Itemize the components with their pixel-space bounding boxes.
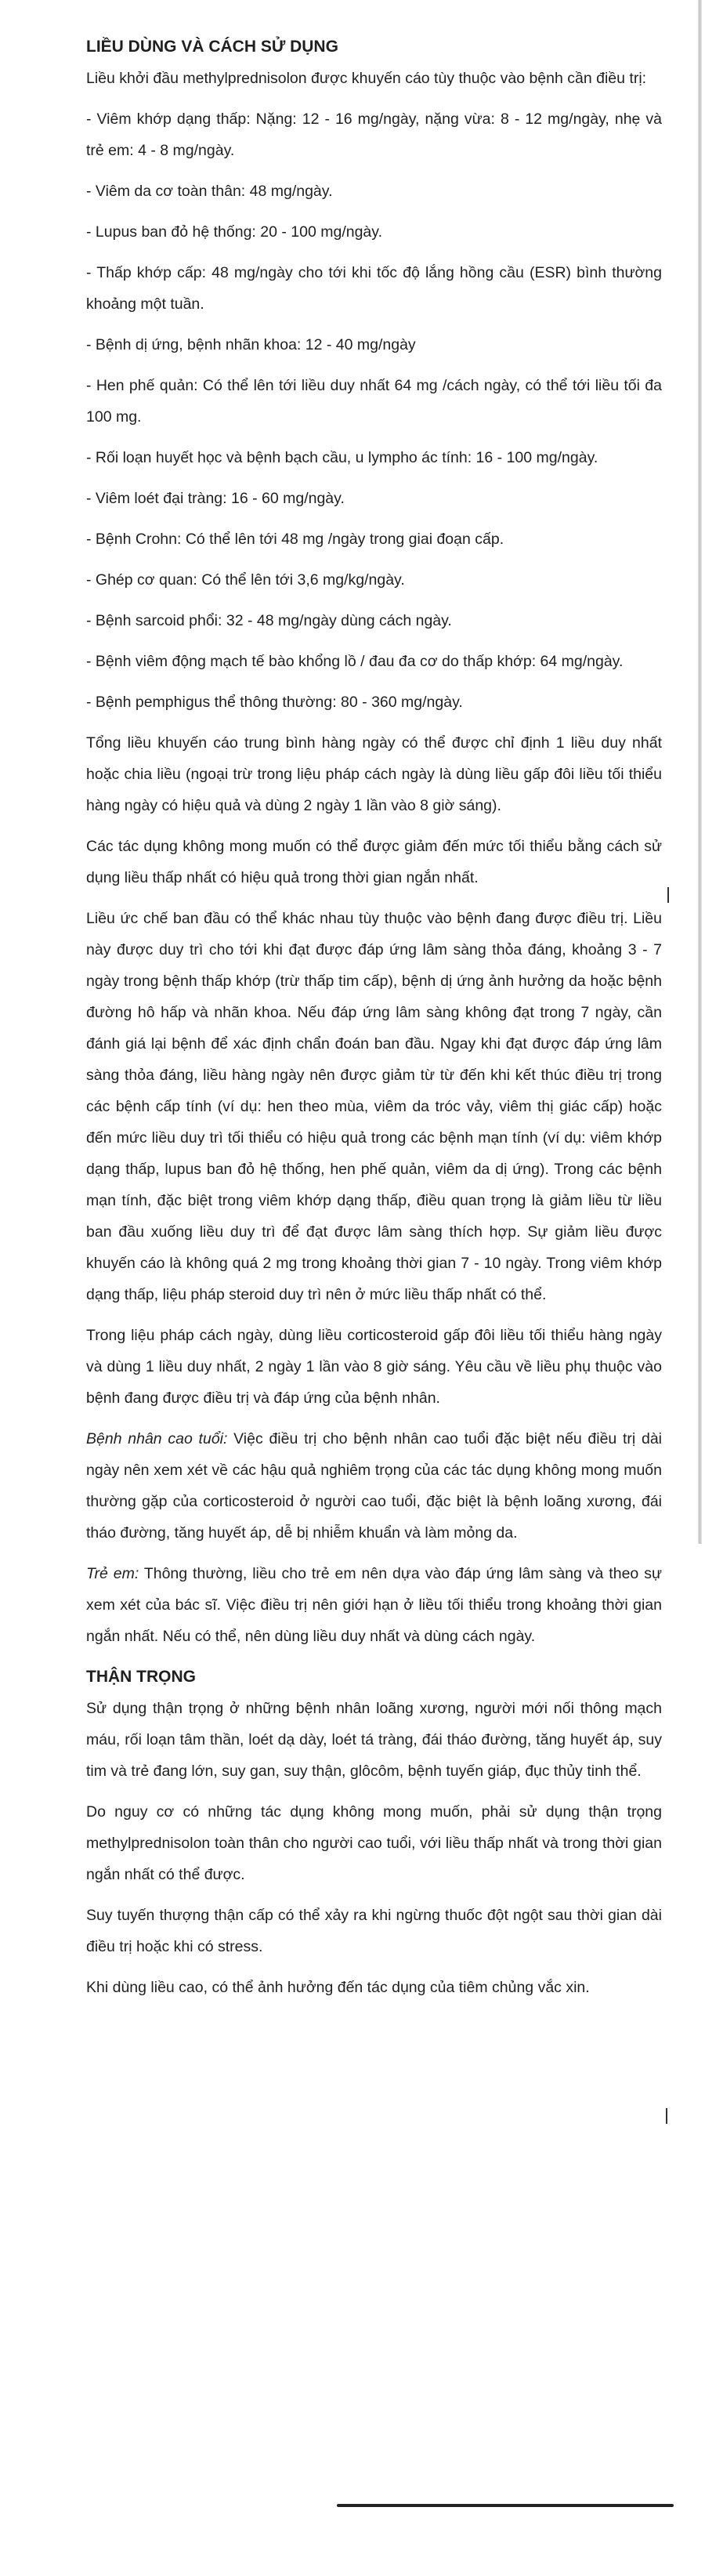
children-lead: Trẻ em: bbox=[86, 1565, 139, 1582]
dosage-item: - Rối loạn huyết học và bệnh bạch cầu, u lympho ác tính: 16 - 100 mg/ngày. bbox=[86, 449, 598, 466]
dosage-intro: Liều khởi đầu methylprednisolon được khuyến cáo tùy thuộc vào bệnh cần điều trị: bbox=[86, 70, 647, 87]
precautions-paragraph: Sử dụng thận trọng ở những bệnh nhân loãng xương, người mới nối thông mạch máu, rối loạn tâm thần, loét dạ dày, loét tá tràng, đái tháo đường, tăng huyết áp, suy tim và trẻ đang lớn, suy gan, suy thận, glôcôm, bệnh tuyến giáp, đục thủy tinh thể. bbox=[86, 1700, 662, 1780]
margin-mark bbox=[667, 887, 669, 903]
dosage-item: - Bệnh viêm động mạch tế bào khổng lồ / đau đa cơ do thấp khớp: 64 mg/ngày. bbox=[86, 653, 624, 670]
elderly-paragraph bbox=[86, 1423, 662, 1549]
dosage-item: - Lupus ban đỏ hệ thống: 20 - 100 mg/ngày. bbox=[86, 223, 382, 241]
bottom-rule bbox=[337, 2504, 674, 2507]
dosage-item: - Bệnh sarcoid phổi: 32 - 48 mg/ngày dùng cách ngày. bbox=[86, 612, 452, 629]
elderly-text: Việc điều trị cho bệnh nhân cao tuổi đặc biệt nếu điều trị dài ngày nên xem xét về các hậu quả nghiêm trọng của các tác dụng không mong muốn thường gặp của corticosteroid ở người cao tuổi, đặc biệt là bệnh loãng xương, đái tháo đường, tăng huyết áp, dễ bị nhiễm khuẩn và làm mỏng da. bbox=[86, 1430, 662, 1542]
scan-edge-shadow bbox=[698, 0, 702, 1544]
dosage-heading: LIỀU DÙNG VÀ CÁCH SỬ DỤNG bbox=[86, 38, 338, 56]
alternate-day-paragraph: Trong liệu pháp cách ngày, dùng liều corticosteroid gấp đôi liều tối thiểu hàng ngày và dùng 1 liều duy nhất, 2 ngày 1 lần vào 8 giờ sáng. Yêu cầu về liều phụ thuộc vào bệnh đang được điều trị và đáp ứng của bệnh nhân. bbox=[86, 1327, 662, 1407]
dosage-item: - Bệnh Crohn: Có thể lên tới 48 mg /ngày trong giai đoạn cấp. bbox=[86, 531, 504, 548]
side-effects-paragraph: Các tác dụng không mong muốn có thể được giảm đến mức tối thiểu bằng cách sử dụng liều thấp nhất có hiệu quả trong thời gian ngắn nhất. bbox=[86, 838, 662, 886]
elderly-lead: Bệnh nhân cao tuổi: bbox=[86, 1430, 228, 1447]
precautions-paragraph: Suy tuyến thượng thận cấp có thể xảy ra khi ngừng thuốc đột ngột sau thời gian dài điều trị hoặc khi có stress. bbox=[86, 1907, 662, 1955]
precautions-paragraph: Khi dùng liều cao, có thể ảnh hưởng đến tác dụng của tiêm chủng vắc xin. bbox=[86, 1979, 590, 1996]
total-dose-paragraph: Tổng liều khuyến cáo trung bình hàng ngày có thể được chỉ định 1 liều duy nhất hoặc chia liều (ngoại trừ trong liệu pháp cách ngày là dùng liều gấp đôi liều tối thiểu hàng ngày có hiệu quả và dùng 2 ngày 1 lần vào 8 giờ sáng). bbox=[86, 734, 662, 814]
dosage-item: - Bệnh pemphigus thể thông thường: 80 - 360 mg/ngày. bbox=[86, 694, 463, 711]
margin-mark bbox=[666, 2108, 667, 2124]
dosage-item: - Ghép cơ quan: Có thể lên tới 3,6 mg/kg/ngày. bbox=[86, 571, 405, 589]
document-page bbox=[86, 31, 662, 2013]
dosage-item: - Viêm loét đại tràng: 16 - 60 mg/ngày. bbox=[86, 490, 345, 507]
dosage-item: - Thấp khớp cấp: 48 mg/ngày cho tới khi tốc độ lắng hồng cầu (ESR) bình thường khoảng một tuần. bbox=[86, 264, 662, 313]
dosage-item: - Hen phế quản: Có thể lên tới liều duy nhất 64 mg /cách ngày, có thể tới liều tối đa 100 mg. bbox=[86, 377, 662, 426]
children-paragraph bbox=[86, 1558, 662, 1652]
precautions-heading: THẬN TRỌNG bbox=[86, 1668, 196, 1686]
dosage-item: - Viêm khớp dạng thấp: Nặng: 12 - 16 mg/ngày, nặng vừa: 8 - 12 mg/ngày, nhẹ và trẻ em: 4 - 8 mg/ngày. bbox=[86, 111, 662, 159]
initial-dose-paragraph: Liều ức chế ban đầu có thể khác nhau tùy thuộc vào bệnh đang được điều trị. Liều này được duy trì cho tới khi đạt được đáp ứng lâm sàng thỏa đáng, khoảng 3 - 7 ngày trong bệnh thấp khớp (trừ thấp tim cấp), bệnh dị ứng ảnh hưởng da hoặc bệnh đường hô hấp và nhãn khoa. Nếu đáp ứng lâm sàng không đạt trong 7 ngày, cần đánh giá lại bệnh để xác định chẩn đoán ban đầu. Ngay khi đạt được đáp ứng lâm sàng thỏa đáng, liều hàng ngày nên được giảm từ từ đến khi kết thúc điều trị trong các bệnh cấp tính (ví dụ: hen theo mùa, viêm da tróc vảy, viêm thị giác cấp) hoặc đến mức liều duy trì tối thiểu có hiệu quả trong các bệnh mạn tính (ví dụ: viêm khớp dạng thấp, lupus ban đỏ hệ thống, hen phế quản, viêm da dị ứng). Trong các bệnh mạn tính, đặc biệt trong viêm khớp dạng thấp, điều quan trọng là giảm liều từ liều ban đầu xuống liều duy trì để đạt được lâm sàng thích hợp. Sự giảm liều được khuyến cáo là không quá 2 mg trong khoảng thời gian 7 - 10 ngày. Trong viêm khớp dạng thấp, liệu pháp steroid duy trì nên ở mức liều thấp nhất có thể. bbox=[86, 910, 662, 1303]
dosage-item: - Viêm da cơ toàn thân: 48 mg/ngày. bbox=[86, 183, 333, 200]
precautions-paragraph: Do nguy cơ có những tác dụng không mong muốn, phải sử dụng thận trọng methylprednisolon toàn thân cho người cao tuổi, với liều thấp nhất và trong thời gian ngắn nhất có thể được. bbox=[86, 1803, 662, 1883]
dosage-item: - Bệnh dị ứng, bệnh nhãn khoa: 12 - 40 mg/ngày bbox=[86, 336, 416, 353]
children-text: Thông thường, liều cho trẻ em nên dựa vào đáp ứng lâm sàng và theo sự xem xét của bác sĩ. Việc điều trị nên giới hạn ở liều tối thiểu trong khoảng thời gian ngắn nhất. Nếu có thể, nên dùng liều duy nhất và dùng cách ngày. bbox=[86, 1565, 662, 1645]
